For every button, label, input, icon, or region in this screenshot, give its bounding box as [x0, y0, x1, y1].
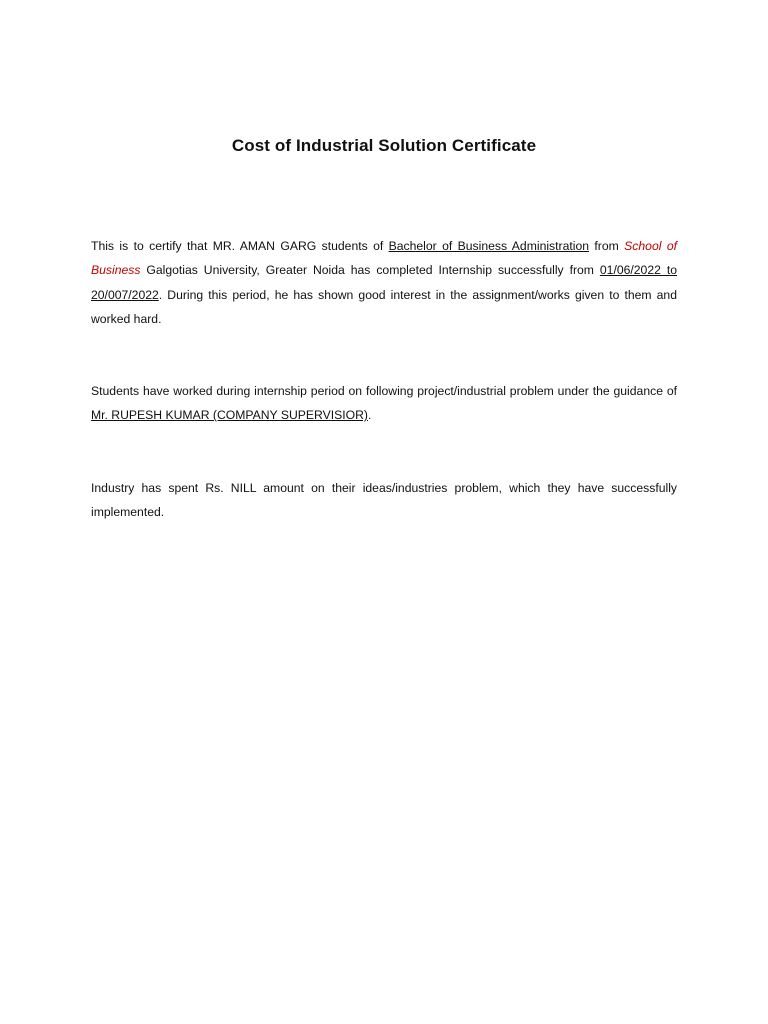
supervisor-name: Mr. RUPESH KUMAR (COMPANY SUPERVISIOR)	[91, 408, 368, 423]
program-name: Bachelor of Business Administration	[388, 239, 590, 253]
certification-text-2: from	[589, 239, 625, 253]
project-text-2: .	[367, 408, 372, 423]
school-name: School of Business	[91, 239, 677, 278]
paragraph-project	[91, 379, 677, 428]
internship-dates: 01/06/2022 to 20/007/2022	[91, 263, 677, 302]
paragraph-cost	[91, 476, 677, 525]
certificate-title: Cost of Industrial Solution Certificate	[231, 136, 537, 155]
certification-text-1: This is to certify that MR. AMAN GARG students of	[91, 239, 389, 253]
certification-text-4: . During this period, he has shown good interest in the assignment/works given to them and worked hard.	[91, 287, 677, 326]
project-text-1: Students have worked during internship period on following project/industrial problem under the guidance of	[91, 384, 677, 398]
paragraph-certification	[91, 234, 677, 331]
cost-text: Industry has spent Rs. NILL amount on their ideas/industries problem, which they have successfully implemented.	[91, 481, 677, 520]
certification-text-3: Galgotias University, Greater Noida has completed Internship successfully from	[140, 263, 600, 278]
